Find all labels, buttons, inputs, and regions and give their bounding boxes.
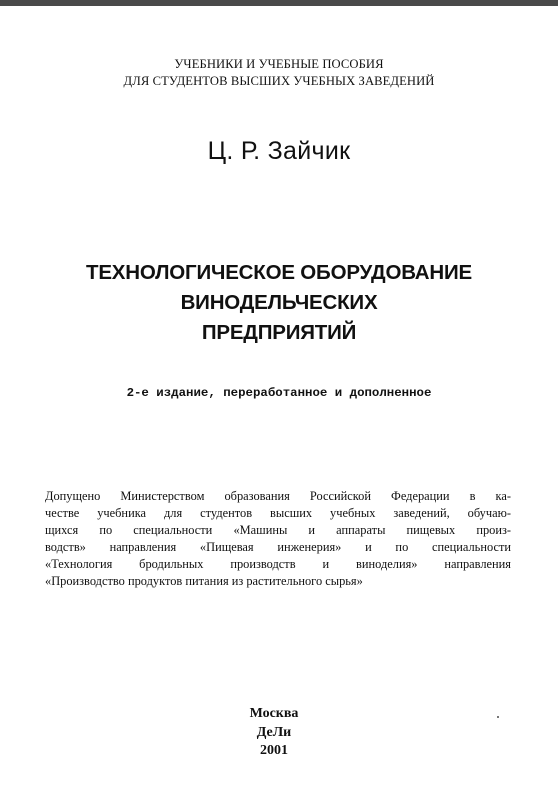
- approval-line: водств» направления «Пищевая инженерия» и по специальности: [45, 540, 511, 554]
- approval-line: «Производство продуктов питания из растительного сырья»: [45, 574, 363, 588]
- series-line-1: УЧЕБНИКИ И УЧЕБНЫЕ ПОСОБИЯ: [174, 57, 384, 71]
- approval-line: Допущено Министерством образования Российской Федерации в ка-: [45, 489, 511, 503]
- publication-year: 2001: [260, 743, 288, 758]
- author-name: Ц. Р. Зайчик: [207, 137, 351, 165]
- approval-line: честве учебника для студентов высших учебных заведений, обучаю-: [45, 506, 511, 520]
- series-line-2: ДЛЯ СТУДЕНТОВ ВЫСШИХ УЧЕБНЫХ ЗАВЕДЕНИЙ: [123, 74, 435, 88]
- title-line-3: ПРЕДПРИЯТИЙ: [201, 321, 357, 344]
- approval-statement: [45, 488, 511, 590]
- publisher-name: ДеЛи: [256, 724, 292, 740]
- publisher-block: [0, 705, 548, 761]
- publisher-city: Москва: [249, 706, 299, 721]
- title-line-2: ВИНОДЕЛЬЧЕСКИХ: [180, 291, 378, 314]
- edition-note: 2-е издание, переработанное и дополненное: [126, 386, 432, 400]
- top-border: [0, 0, 558, 6]
- series-heading: [0, 56, 558, 90]
- approval-line: щихся по специальности «Машины и аппараты пищевых произ-: [45, 523, 511, 537]
- approval-line: «Технология бродильных производств и виноделия» направления: [45, 557, 511, 571]
- book-title: [0, 258, 558, 348]
- title-line-1: ТЕХНОЛОГИЧЕСКОЕ ОБОРУДОВАНИЕ: [86, 261, 472, 284]
